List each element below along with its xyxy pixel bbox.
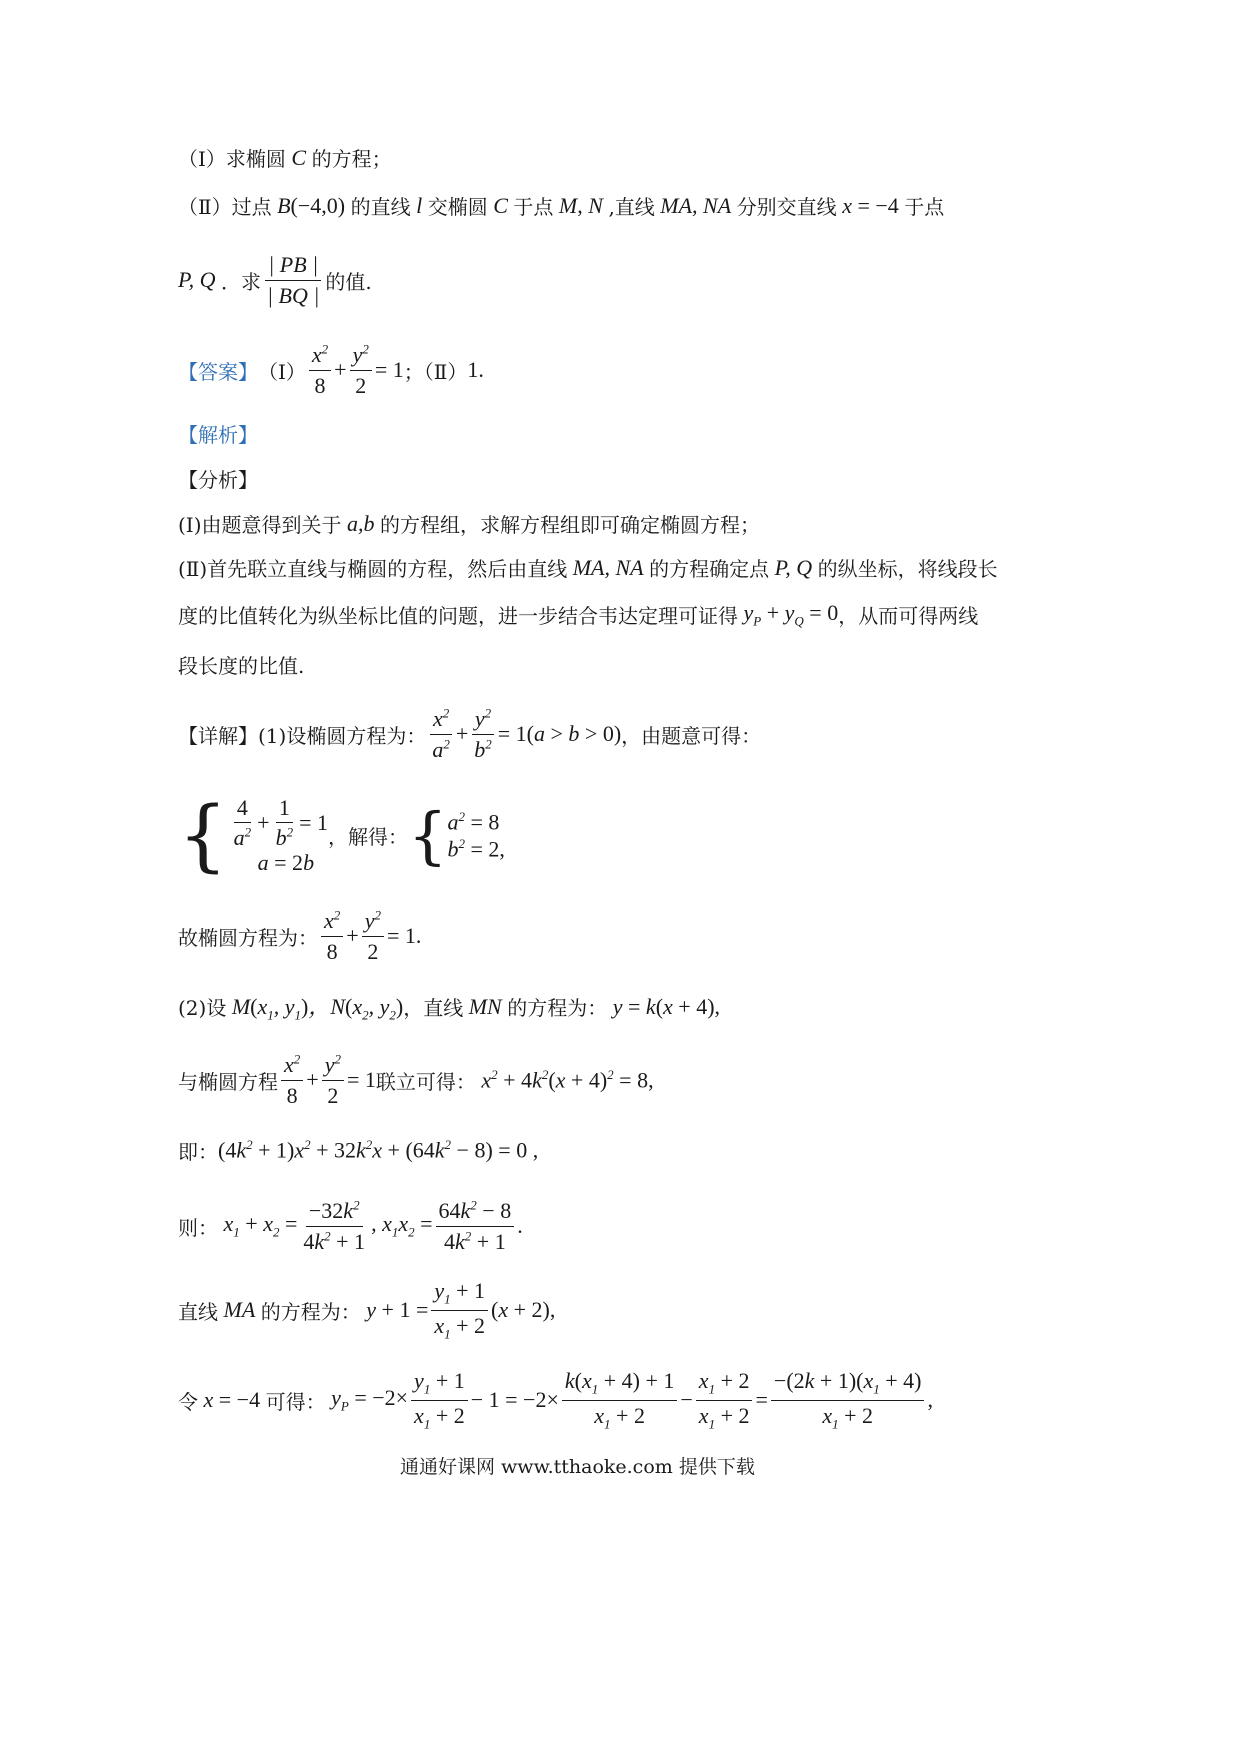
frac-x2-8: $\frac{x^2}{8}$ bbox=[309, 342, 331, 398]
frac-y2-b2: $\frac{y^2}{b^2}$ bbox=[471, 706, 495, 762]
system-brace-left: { bbox=[178, 790, 228, 881]
frac-sum: $\frac{-32k^2}{4k^2 + 1}$ bbox=[303, 1197, 366, 1254]
answer-tag: 【答案】 bbox=[178, 359, 258, 384]
detail-s2-b: ，直线 bbox=[403, 996, 464, 1021]
math-sum: $x_1 + x_2$ = bbox=[218, 1211, 298, 1240]
fenxi-tag-line bbox=[178, 464, 258, 493]
math-MA-NA: MA, NA bbox=[567, 554, 650, 580]
frac-yp-3: $\frac{x_1 + 2}{x_1 + 2}$ bbox=[696, 1368, 753, 1432]
part1-label: （Ⅰ） bbox=[178, 147, 226, 171]
fenxi-l3-a: 度的比值转化为纵坐标比值的问题，进一步结合韦达定理可证得 bbox=[178, 604, 738, 629]
math-MA: MA bbox=[218, 1297, 261, 1322]
frac-yp-4: $\frac{-(2k + 1)(x_1 + 4)}{x_1 + 2}$ bbox=[771, 1368, 925, 1432]
detail-ma-a: 直线 bbox=[178, 1299, 218, 1324]
frac-y2-2: $\frac{y^2}{2}$ bbox=[322, 1052, 344, 1108]
frac-x2-8: $\frac{x^2}{8}$ bbox=[281, 1052, 303, 1108]
math-MN: M bbox=[553, 192, 578, 218]
math-PQ: P, Q bbox=[178, 267, 221, 292]
detail-ji: 即： bbox=[178, 1140, 218, 1164]
math-line-eq: y = k(x + 4), bbox=[607, 993, 721, 1019]
eq-a-2b: a = 2b bbox=[257, 850, 315, 876]
math-ma-eq: y + 1 = bbox=[360, 1297, 429, 1322]
frac-1-b2: $\frac{1}{b^2}$ bbox=[275, 794, 294, 850]
frac-x2-8: $\frac{x^2}{8}$ bbox=[321, 908, 343, 964]
detail-line1 bbox=[178, 704, 761, 764]
math-eq-1: = 1 bbox=[374, 357, 404, 382]
math-quadratic: $(4k^2 + 1)x^2 + 32k^2x + (64k^2 - 8) = 0$ , bbox=[218, 1137, 539, 1163]
fenxi-l2-a: (Ⅱ)首先联立直线与椭圆的方程，然后由直线 bbox=[178, 557, 568, 581]
part1-line bbox=[178, 143, 392, 172]
part2-text-c: 交椭圆 bbox=[427, 195, 488, 219]
detail-ze: 则： bbox=[178, 1215, 218, 1240]
frac-4-a2: $\frac{4}{a^2}$ bbox=[233, 794, 252, 850]
fenxi-tag: 【分析】 bbox=[178, 468, 258, 492]
fenxi-line2 bbox=[178, 553, 998, 582]
math-product: , $x_1x_2$ = bbox=[371, 1211, 433, 1240]
part2-text-f: 分别交直线 bbox=[736, 195, 837, 219]
fenxi-l2-c: 的纵坐标，将线段长 bbox=[817, 557, 998, 581]
detail-result-line: 故椭圆方程为： $\frac{x^2}{8}$ + $\frac{y^2}{2}$ = 1. bbox=[178, 907, 422, 964]
part2-line bbox=[178, 191, 944, 220]
frac-yp-1: $\frac{y_1 + 1}{x_1 + 2}$ bbox=[411, 1368, 468, 1432]
math-x-eq-minus4: x = −4 bbox=[198, 1387, 261, 1412]
answer-part2-value: 1. bbox=[467, 357, 484, 382]
answer-sep: ；（Ⅱ） bbox=[403, 359, 468, 384]
frac-yp-2: $\frac{k(x_1 + 4) + 1}{x_1 + 2}$ bbox=[562, 1368, 678, 1432]
math-line-x: x bbox=[836, 192, 852, 218]
math-C: C bbox=[285, 144, 312, 170]
detail-s1-b: ，由题意可得： bbox=[621, 723, 762, 748]
ratio-PB-BQ: $\frac{| PB |}{| BQ |}$ bbox=[267, 252, 320, 308]
detail-solve: ，解得： bbox=[327, 825, 408, 849]
detail-eq-result: 故椭圆方程为： bbox=[178, 925, 318, 950]
fenxi-l2-b: 的方程确定点 bbox=[649, 557, 770, 581]
system-equations: $\frac{4}{a^2}$ + $\frac{1}{b^2}$ = 1 a = 2b bbox=[228, 795, 328, 877]
math-PQ: P, Q bbox=[769, 554, 818, 580]
math-ab: a,b bbox=[341, 510, 381, 536]
frac-product: $\frac{64k^2 - 8}{4k^2 + 1}$ bbox=[436, 1198, 515, 1254]
math-joint-eq: $x^2 + 4k^2(x + 4)^2 = 8$, bbox=[475, 1066, 654, 1093]
detail-s1-a: (1)设椭圆方程为： bbox=[258, 723, 427, 748]
fenxi-line3 bbox=[178, 600, 978, 629]
fenxi-line1 bbox=[178, 509, 760, 538]
math-yP-plus-yQ: $y_P + y_Q = 0$ bbox=[738, 600, 839, 629]
math-plus: + bbox=[334, 357, 347, 382]
part2-text-b: 的直线 bbox=[350, 195, 411, 219]
detail-ling-line: 令 x = −4 可得： $y_P = -2\times$ $\frac{y_1 + 1}{x_1 + 2}$ − 1 = −2× $\frac{k(x_1 + 4) + 1}{x_1 + 2}$ − $\frac{x_1 + 2}{x_1 + 2}$ = $\frac{-(2k + 1)(x_1 + 4)}{x_1 + 2}$ , bbox=[178, 1368, 933, 1431]
detail-ling-b: 可得： bbox=[265, 1389, 326, 1414]
frac-y2-2: $\frac{y^2}{2}$ bbox=[362, 908, 384, 964]
math-MN: MN bbox=[463, 993, 508, 1019]
math-plus: + bbox=[455, 721, 469, 746]
math-B-coords: (−4,0) bbox=[290, 192, 351, 218]
detail-line2 bbox=[178, 990, 720, 1023]
detail-ze-line: 则： $x_1 + x_2$ = $\frac{-32k^2}{4k^2 + 1}$ , $x_1x_2$ = $\frac{64k^2 - 8}{4k^2 + 1}$ . bbox=[178, 1197, 523, 1254]
part2-label: （Ⅱ） bbox=[178, 195, 232, 219]
detail-ling: 令 bbox=[178, 1389, 198, 1414]
jiexi-tag: 【解析】 bbox=[178, 423, 258, 447]
frac-y2-2: $\frac{y^2}{2}$ bbox=[350, 342, 372, 398]
detail-joint-line: 与椭圆方程 $\frac{x^2}{8}$ + $\frac{y^2}{2}$ = 1 联立可得： $x^2 + 4k^2(x + 4)^2 = 8$, bbox=[178, 1051, 654, 1108]
part2-text-d: 于点 bbox=[513, 195, 554, 219]
part1-text: 求椭圆 bbox=[225, 147, 286, 171]
part2-text-a: 过点 bbox=[231, 195, 272, 219]
math-comma: , bbox=[577, 192, 589, 218]
fenxi-l3-b: ，从而可得两线 bbox=[838, 604, 979, 629]
detail-tag: 【详解】 bbox=[178, 723, 258, 748]
system-result: $a^2 = 8$ $b^2 = 2$, bbox=[447, 809, 505, 861]
frac-ma-slope: $\frac{y_1 + 1}{x_1 + 2}$ bbox=[431, 1278, 488, 1342]
detail-joint: 与椭圆方程 bbox=[178, 1069, 278, 1094]
jiexi-line bbox=[178, 419, 258, 448]
math-yP: $y_P = -2\times$ bbox=[325, 1385, 409, 1414]
math-l: l bbox=[410, 192, 428, 218]
math-MA-NA: MA, NA bbox=[654, 192, 737, 218]
part2-line2 bbox=[178, 250, 372, 310]
math-eq-1-cond: = 1(a > b > 0) bbox=[497, 721, 622, 746]
fenxi-l4: 段长度的比值. bbox=[178, 654, 305, 678]
fenxi-l1-a: (Ⅰ)由题意得到关于 bbox=[178, 513, 342, 537]
math-M-coords: $M(x_1$, $y_1$)，$N(x_2$, $y_2$) bbox=[226, 994, 404, 1023]
fenxi-l1-b: 的方程组，求解方程组即可确定椭圆方程； bbox=[380, 513, 761, 537]
part2-text-h: ．求 bbox=[221, 269, 261, 294]
detail-ma-b: 的方程为： bbox=[260, 1299, 361, 1324]
part2-text-e: ,直线 bbox=[608, 195, 655, 219]
answer-part1-label: （Ⅰ） bbox=[258, 359, 306, 384]
part2-text-g: 于点 bbox=[904, 195, 945, 219]
part1-tail: 的方程； bbox=[311, 147, 392, 171]
detail-s2-c: 的方程为： bbox=[507, 996, 608, 1021]
detail-s2-a: (2)设 bbox=[178, 996, 227, 1021]
fenxi-line4 bbox=[178, 650, 304, 679]
detail-ma-line: 直线 MA 的方程为： y + 1 = $\frac{y_1 + 1}{x_1 + 2}$ (x + 2), bbox=[178, 1278, 556, 1341]
system-brace-right: { bbox=[407, 798, 448, 872]
math-point-B: B bbox=[271, 192, 291, 218]
math-eq-minus4: = −4 bbox=[851, 192, 905, 218]
detail-system bbox=[178, 788, 505, 883]
detail-joint-b: 联立可得： bbox=[375, 1069, 476, 1094]
frac-x2-a2: $\frac{x^2}{a^2}$ bbox=[429, 706, 453, 762]
detail-ji-line bbox=[178, 1136, 538, 1165]
math-C: C bbox=[487, 192, 514, 218]
math-N: N bbox=[588, 192, 609, 218]
part2-text-i: 的值. bbox=[325, 269, 372, 294]
answer-line bbox=[178, 340, 484, 400]
footer-text: 通通好课网 www.tthaoke.com 提供下载 bbox=[400, 1456, 755, 1478]
